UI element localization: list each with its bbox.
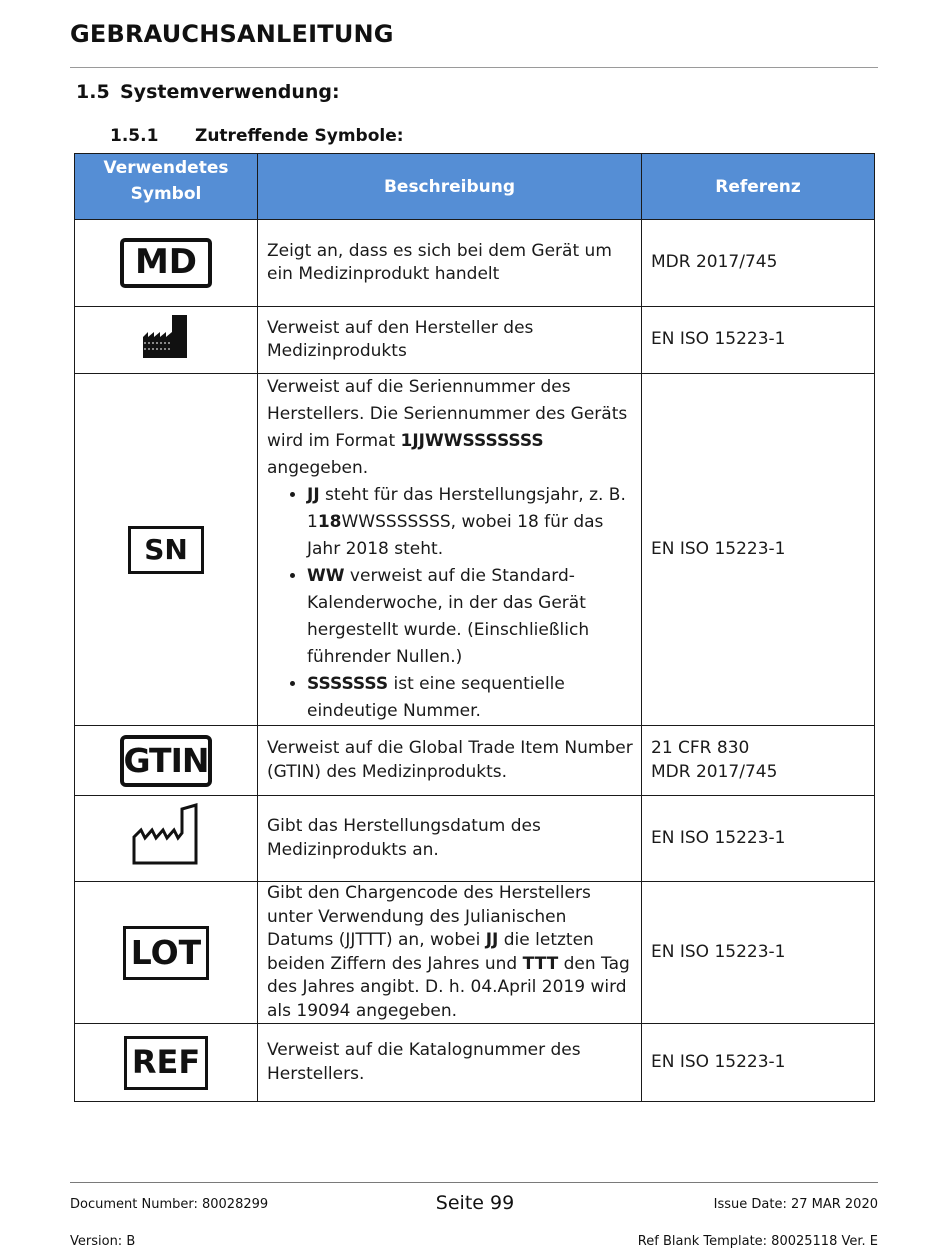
- lot-symbol-icon: LOT: [123, 926, 209, 980]
- description-cell: Zeigt an, dass es sich bei dem Gerät um ein Medizinprodukt handelt: [258, 220, 642, 307]
- header-symbol: Verwendetes Symbol: [75, 154, 258, 220]
- document-title: GEBRAUCHSANLEITUNG: [70, 20, 394, 48]
- table-row: [75, 726, 875, 796]
- header-divider: [70, 67, 878, 68]
- description-cell: [258, 374, 642, 726]
- list-item: • SSSSSSS ist eine sequentielle eindeutige Nummer.: [307, 671, 633, 725]
- reference-line: MDR 2017/745: [651, 761, 778, 782]
- table-header-row: [75, 154, 875, 220]
- table-row: [75, 307, 875, 374]
- symbols-table: [74, 153, 875, 1102]
- table-row: [75, 1024, 875, 1102]
- description-cell: Verweist auf die Katalognummer des Herstellers.: [258, 1024, 642, 1102]
- footer-template: Ref Blank Template: 80025118 Ver. E: [637, 1234, 878, 1249]
- description-cell: Gibt den Chargencode des Herstellers unter Verwendung des Julianischen Datums (JJTTT) an, wobei JJ die letzten beiden Ziffern des Jahres und TTT den Tag des Jahres angibt. D. h. 04.April 2019 wird als 19094 angegeben.: [258, 882, 642, 1024]
- symbol-cell: [75, 374, 258, 726]
- table-row: [75, 882, 875, 1024]
- subsection-number: 1.5.1: [110, 126, 159, 146]
- reference-cell: [642, 726, 875, 796]
- subsection-title: Zutreffende Symbole:: [195, 126, 404, 146]
- header-reference: Referenz: [642, 154, 875, 220]
- footer-issue-date: Issue Date: 27 MAR 2020: [713, 1197, 878, 1212]
- section-title: Systemverwendung:: [120, 81, 340, 103]
- gtin-symbol-icon: GTIN: [120, 735, 212, 787]
- reference-cell: EN ISO 15223-1: [642, 307, 875, 374]
- description-cell: Verweist auf den Hersteller des Medizinprodukts: [258, 307, 642, 374]
- symbol-cell: [75, 307, 258, 374]
- sn-symbol-icon: SN: [128, 526, 204, 574]
- sn-format-text: 1JJWWSSSSSSS: [400, 431, 544, 451]
- sn-intro-text: Verweist auf die Seriennummer des Herstellers. Die Seriennummer des Geräts wird im Format: [267, 377, 628, 451]
- symbol-cell: [75, 796, 258, 882]
- md-symbol-icon: MD: [120, 238, 212, 288]
- ref-symbol-icon: REF: [124, 1036, 208, 1090]
- table-row: [75, 374, 875, 726]
- symbol-cell: [75, 220, 258, 307]
- list-item: • JJ steht für das Herstellungsjahr, z. B. 118WWSSSSSSS, wobei 18 für das Jahr 2018 steht.: [307, 482, 633, 563]
- manufacturer-icon: [141, 312, 191, 360]
- symbol-cell: [75, 882, 258, 1024]
- list-item: • WW verweist auf die Standard-Kalenderwoche, in der das Gerät hergestellt wurde. (Einschließlich führender Nullen.): [307, 563, 633, 671]
- footer-version: Version: B: [70, 1234, 136, 1249]
- sn-bullet-list: [267, 482, 633, 725]
- reference-cell: EN ISO 15223-1: [642, 882, 875, 1024]
- table-row: [75, 220, 875, 307]
- reference-line: 21 CFR 830: [651, 738, 750, 758]
- description-cell: Gibt das Herstellungsdatum des Medizinprodukts an.: [258, 796, 642, 882]
- section-number: 1.5: [76, 81, 110, 103]
- reference-cell: EN ISO 15223-1: [642, 796, 875, 882]
- description-cell: Verweist auf die Global Trade Item Number (GTIN) des Medizinprodukts.: [258, 726, 642, 796]
- reference-cell: MDR 2017/745: [642, 220, 875, 307]
- sn-intro-end-text: angegeben.: [267, 458, 369, 478]
- footer-page-number: Seite 99: [435, 1192, 515, 1214]
- reference-cell: EN ISO 15223-1: [642, 374, 875, 726]
- symbol-cell: [75, 1024, 258, 1102]
- footer-document-number: Document Number: 80028299: [70, 1197, 269, 1212]
- manufacture-date-icon: [130, 803, 202, 867]
- table-row: [75, 796, 875, 882]
- footer-divider: [70, 1182, 878, 1183]
- reference-cell: EN ISO 15223-1: [642, 1024, 875, 1102]
- header-description: Beschreibung: [258, 154, 642, 220]
- symbol-cell: [75, 726, 258, 796]
